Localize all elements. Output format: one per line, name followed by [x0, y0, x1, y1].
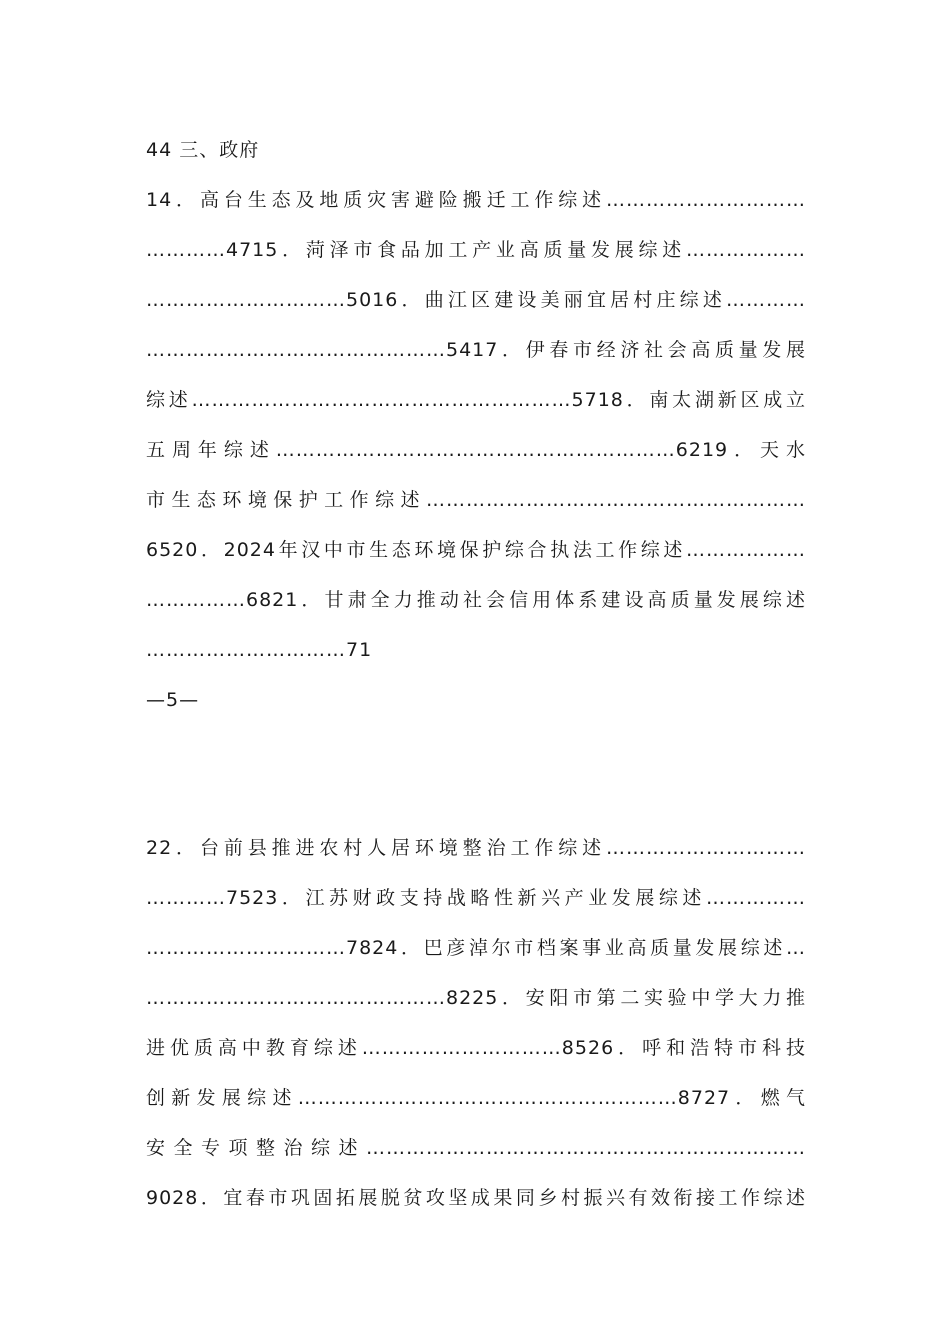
- toc-line: 五周年综述……………………………………………………6219．天水: [146, 439, 806, 461]
- toc-line: 22．台前县推进农村人居环境整治工作综述…………………………: [146, 837, 806, 859]
- toc-line: …………………………5016．曲江区建设美丽宜居村庄综述…………: [146, 289, 806, 311]
- toc-line: 综述…………………………………………………5718．南太湖新区成立: [146, 389, 806, 411]
- toc-line: ………………………………………5417．伊春市经济社会高质量发展: [146, 339, 806, 361]
- toc-line: 9028．宜春市巩固拓展脱贫攻坚成果同乡村振兴有效衔接工作综述: [146, 1187, 806, 1209]
- toc-line: 14．高台生态及地质灾害避险搬迁工作综述…………………………: [146, 189, 806, 211]
- toc-line: …………………………7824．巴彦淖尔市档案事业高质量发展综述…: [146, 937, 806, 959]
- toc-line: 进优质高中教育综述…………………………8526．呼和浩特市科技: [146, 1037, 806, 1059]
- toc-line: 市生态环境保护工作综述…………………………………………………: [146, 489, 806, 511]
- toc-line: 6520．2024年汉中市生态环境保护综合执法工作综述………………: [146, 539, 806, 561]
- toc-line: …………4715．菏泽市食品加工产业高质量发展综述………………: [146, 239, 806, 261]
- toc-line: …………7523．江苏财政支持战略性新兴产业发展综述……………: [146, 887, 806, 909]
- toc-line: 安全专项整治综述…………………………………………………………: [146, 1137, 806, 1159]
- section-heading: 44 三、政府: [146, 139, 260, 161]
- toc-line: ……………6821．甘肃全力推动社会信用体系建设高质量发展综述: [146, 589, 806, 611]
- toc-line: ………………………………………8225．安阳市第二实验中学大力推: [146, 987, 806, 1009]
- toc-line: 创新发展综述…………………………………………………8727．燃气: [146, 1087, 806, 1109]
- toc-line: …………………………71: [146, 639, 373, 661]
- page-number: —5—: [146, 689, 200, 711]
